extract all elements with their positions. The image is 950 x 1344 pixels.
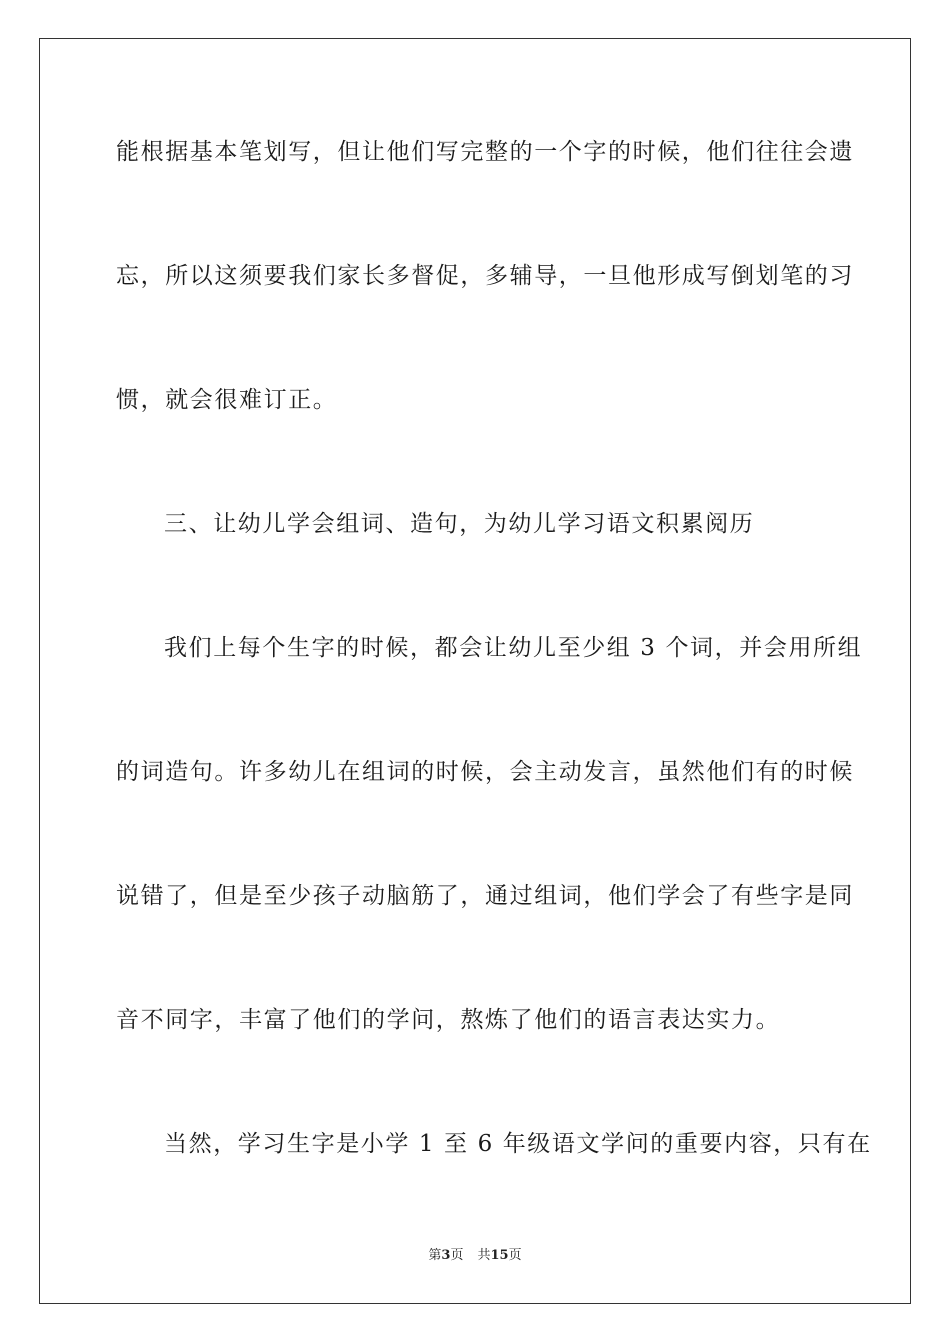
footer-total-prefix: 共 <box>477 1248 491 1263</box>
body-text-line: 我们上每个生字的时候，都会让幼儿至少组 3 个词，并会用所组 <box>164 635 863 661</box>
page-border <box>39 38 911 1304</box>
body-text-line: 说错了，但是至少孩子动脑筋了，通过组词，他们学会了有些字是同 <box>116 883 854 909</box>
body-text-line: 音不同字，丰富了他们的学问，熬炼了他们的语言表达实力。 <box>116 1007 781 1033</box>
footer-page-number: 3 <box>441 1248 451 1263</box>
footer-total-suffix: 页 <box>508 1248 522 1263</box>
body-text-line: 惯，就会很难订正。 <box>116 387 338 413</box>
body-text-line: 当然，学习生字是小学 1 至 6 年级语文学问的重要内容，只有在 <box>164 1131 872 1157</box>
body-text-line: 的词造句。许多幼儿在组词的时候，会主动发言，虽然他们有的时候 <box>116 759 854 785</box>
body-text-line: 能根据基本笔划写，但让他们写完整的一个字的时候，他们往往会遗 <box>116 139 854 165</box>
page-footer <box>0 1247 950 1265</box>
footer-page-suffix: 页 <box>450 1248 464 1263</box>
footer-total-pages: 15 <box>490 1248 509 1263</box>
footer-page-prefix: 第 <box>428 1248 442 1263</box>
body-text-line: 忘，所以这须要我们家长多督促，多辅导，一旦他形成写倒划笔的习 <box>116 263 854 289</box>
section-heading: 三、让幼儿学会组词、造句，为幼儿学习语文积累阅历 <box>164 511 755 537</box>
